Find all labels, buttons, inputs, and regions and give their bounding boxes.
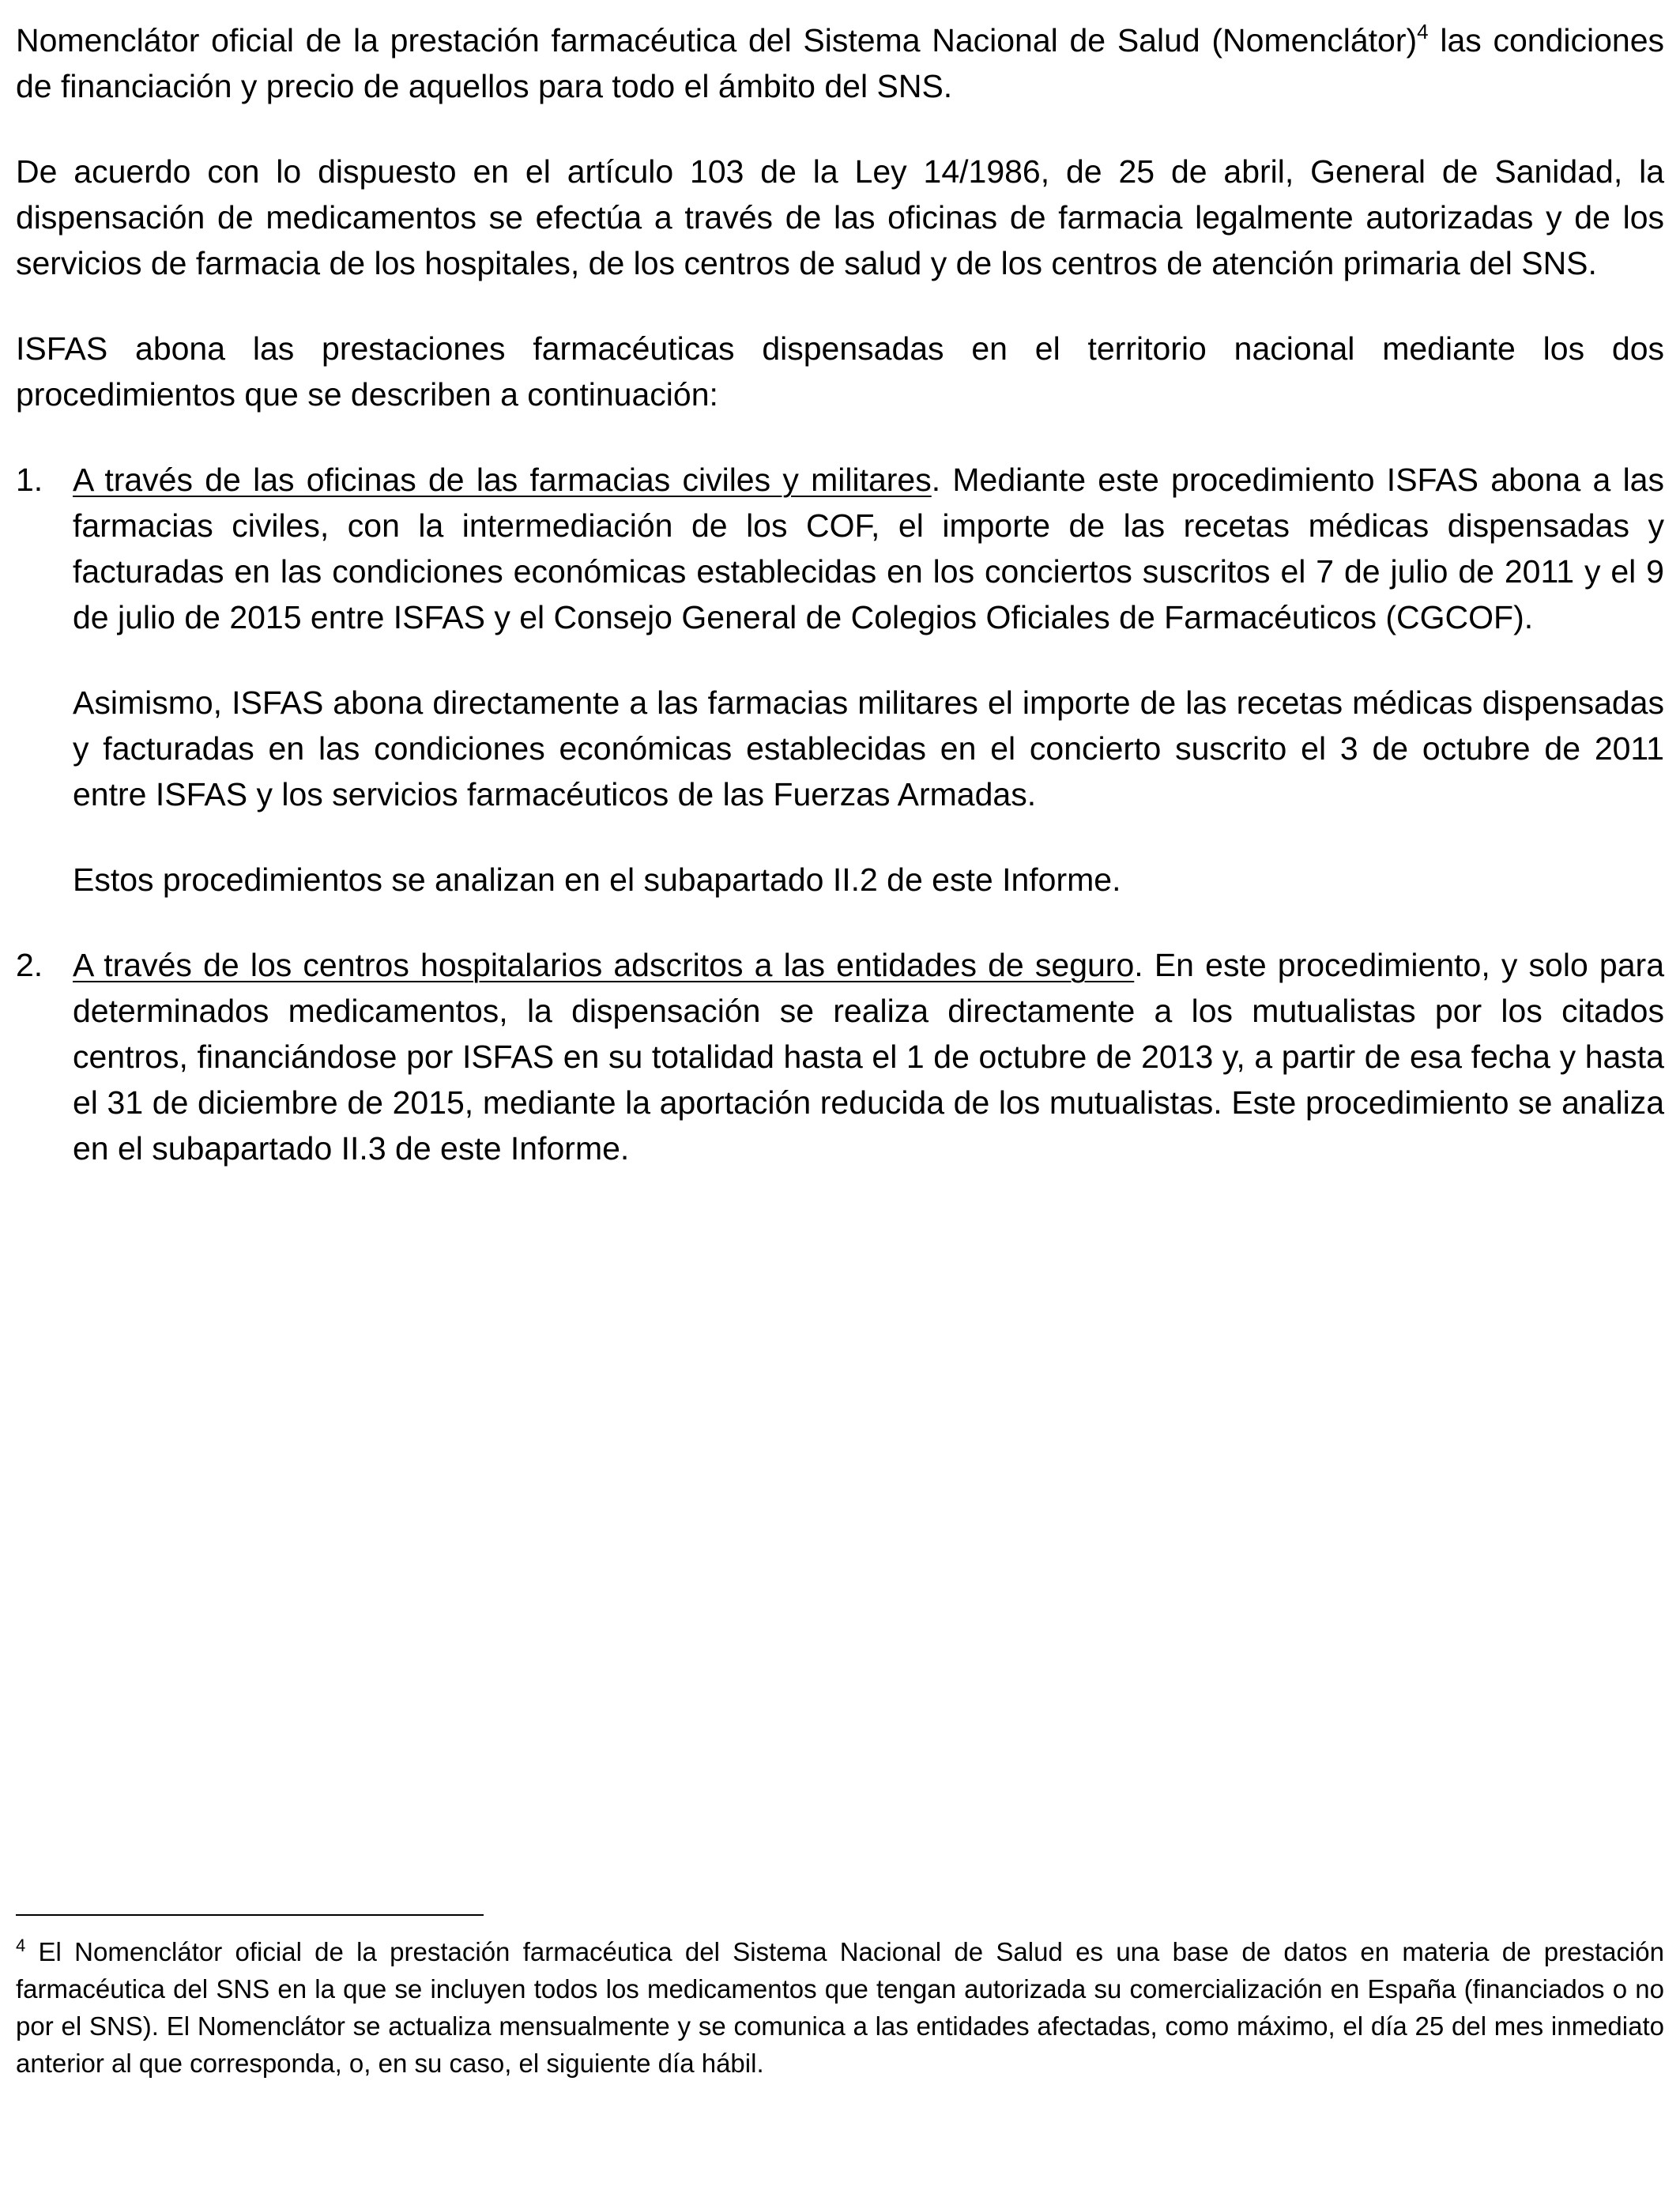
footnote-text: El Nomenclátor oficial de la prestación farmacéutica del Sistema Nacional de Salud es una base de datos en materia de prestación farmacéutica del SNS en la que se incluyen todos los medicamentos que tengan autorizada su comercialización en España (financiados o no por el SNS). El Nomenclátor se actualiza mensualmente y se comunica a las entidades afectadas, como máximo, el día 25 del mes inmediato anterior al que corresponda, o, en su caso, el siguiente día hábil. xyxy=(16,1937,1664,2078)
document-page xyxy=(16,17,1664,1171)
list-item-number: 2. xyxy=(16,947,43,983)
paragraph-procedures-intro: ISFAS abona las prestaciones farmacéuticas dispensadas en el territorio nacional mediante los dos procedimientos que se describen a continuación: xyxy=(16,330,1664,413)
procedures-list xyxy=(16,457,1664,1171)
list-item-heading: A través de los centros hospitalarios adscritos a las entidades de seguro xyxy=(73,947,1135,983)
list-item-subparagraph: Asimismo, ISFAS abona directamente a las farmacias militares el importe de las recetas médicas dispensadas y facturadas en las condiciones económicas establecidas en el concierto suscrito el 3 de octubre de 2011 entre ISFAS y los servicios farmacéuticos de las Fuerzas Armadas. xyxy=(73,684,1664,812)
list-item-body: . En este procedimiento, y solo para determinados medicamentos, la dispensación se realiza directamente a los mutualistas por los citados centros, financiándose por ISFAS en su totalidad hasta el 1 de octubre de 2013 y, a partir de esa fecha y hasta el 31 de diciembre de 2015, mediante la aportación reducida de los mutualistas. Este procedimiento se analiza en el subapartado II.3 de este Informe. xyxy=(73,947,1664,1167)
list-item-number: 1. xyxy=(16,462,43,498)
paragraph-text: las condiciones de financiación y precio de aquellos para todo el ámbito del SNS. xyxy=(16,22,1664,104)
paragraph-dispensation: De acuerdo con lo dispuesto en el artículo 103 de la Ley 14/1986, de 25 de abril, General de Sanidad, la dispensación de medicamentos se efectúa a través de las oficinas de farmacia legalmente autorizadas y de los servicios de farmacia de los hospitales, de los centros de salud y de los centros de atención primaria del SNS. xyxy=(16,153,1664,281)
list-item-text xyxy=(73,942,1664,1171)
list-item-body: . Mediante este procedimiento ISFAS abona a las farmacias civiles, con la intermediación de los COF, el importe de las recetas médicas dispensadas y facturadas en las condiciones económicas establecidas en los conciertos suscritos el 7 de julio de 2011 y el 9 de julio de 2015 entre ISFAS y el Consejo General de Colegios Oficiales de Farmacéuticos (CGCOF). xyxy=(73,462,1664,635)
paragraph-nomenclator xyxy=(16,17,1664,109)
footnote-reference[interactable]: 4 xyxy=(1417,20,1429,43)
paragraph-text: Nomenclátor oficial de la prestación farmacéutica del Sistema Nacional de Salud (Nomenclátor) xyxy=(16,22,1418,58)
footnote xyxy=(16,1933,1664,2082)
list-item-text xyxy=(73,457,1664,640)
list-item-heading: A través de las oficinas de las farmacias civiles y militares xyxy=(73,462,932,498)
footnote-marker: 4 xyxy=(16,1936,26,1955)
list-item xyxy=(16,457,1664,903)
footnote-separator xyxy=(16,1914,484,1916)
list-item xyxy=(16,942,1664,1171)
list-item-subparagraph: Estos procedimientos se analizan en el subapartado II.2 de este Informe. xyxy=(73,861,1121,898)
